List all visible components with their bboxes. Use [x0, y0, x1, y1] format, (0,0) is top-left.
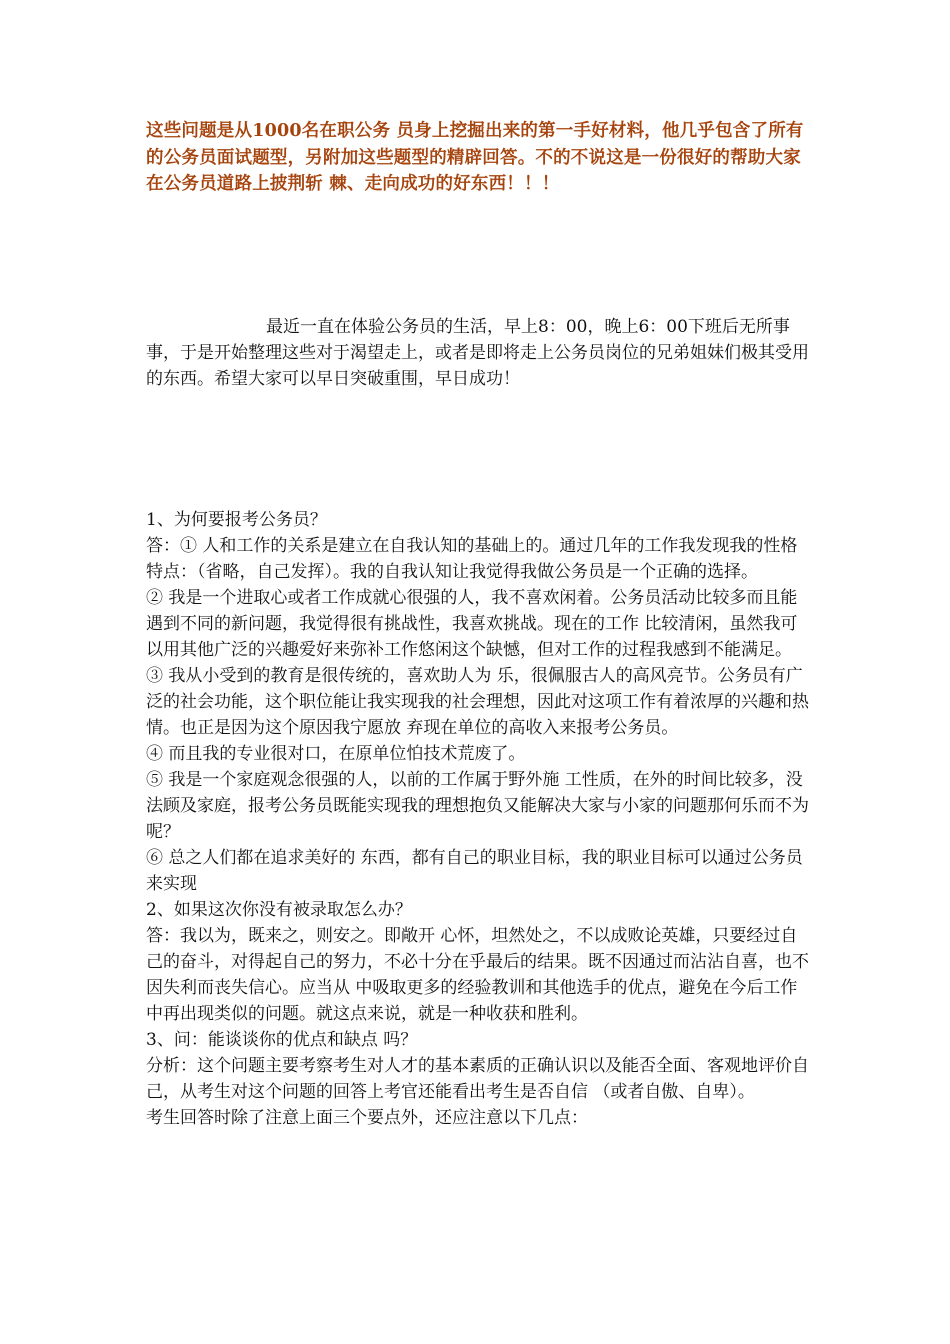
intro-paragraph	[146, 314, 816, 392]
answer-1-point-2: ② 我是一个进取心或者工作成就心很强的人，我不喜欢闲着。公务员活动比较多而且能遇到不同的新问题，我觉得很有挑战性，我喜欢挑战。现在的工作 比较清闲，虽然我可以用其他广泛的兴趣爱好来弥补工作悠闲这个缺憾，但对工作的过程我感到不能满足。	[146, 588, 798, 660]
answer-1-point-6: ⑥ 总之人们都在追求美好的 东西，都有自己的职业目标，我的职业目标可以通过公务员来实现	[146, 848, 803, 894]
qa-content	[146, 507, 812, 1131]
analysis-3: 分析：这个问题主要考察考生对人才的基本素质的正确认识以及能否全面、客观地评价自己，从考生对这个问题的回答上考官还能看出考生是否自信 （或者自傲、自卑）。	[146, 1056, 809, 1102]
intro-headline: 这些问题是从1000名在职公务 员身上挖掘出来的第一手好材料，他几乎包含了所有的公务员面试题型，另附加这些题型的精辟回答。不的不说这是一份很好的帮助大家在公务员道路上披荆斩 棘、走向成功的好东西！！！	[146, 121, 804, 194]
answer-1-point-3: ③ 我从小受到的教育是很传统的，喜欢助人为 乐，很佩服古人的高风亮节。公务员有广泛的社会功能，这个职位能让我实现我的社会理想，因此对这项工作有着浓厚的兴趣和热情。也正是因为这个原因我宁愿放 弃现在单位的高收入来报考公务员。	[146, 666, 809, 738]
answer-1-point-1: 答：① 人和工作的关系是建立在自我认知的基础上的。通过几年的工作我发现我的性格特点：（省略，自己发挥）。我的自我认知让我觉得我做公务员是一个正确的选择。	[146, 536, 798, 582]
intro-text: 最近一直在体验公务员的生活，早上8：00，晚上6：00下班后无所事事，于是开始整理这些对于渴望走上，或者是即将走上公务员岗位的兄弟姐妹们极其受用 的东西。希望大家可以早日突破重围，早日成功！	[146, 317, 809, 389]
answer-1-point-5: ⑤ 我是一个家庭观念很强的人，以前的工作属于野外施 工性质，在外的时间比较多，没法顾及家庭，报考公务员既能实现我的理想抱负又能解决大家与小家的问题那何乐而不为呢？	[146, 770, 809, 842]
answer-2: 答：我以为，既来之，则安之。即敞开 心怀，坦然处之，不以成败论英雄，只要经过自己的奋斗，对得起自己的努力，不必十分在乎最后的结果。既不因通过而沾沾自喜，也不因失利而丧失信心。应当从 中吸取更多的经验教训和其他选手的优点，避免在今后工作中再出现类似的问题。就这点来说，就是一种收获和胜利。	[146, 926, 809, 1024]
answer-1-point-4: ④ 而且我的专业很对口，在原单位怕技术荒废了。	[146, 744, 526, 764]
question-3-heading: 3、问：能谈谈你的优点和缺点 吗？	[146, 1030, 418, 1050]
question-1-heading: 1、为何要报考公务员？	[146, 510, 327, 530]
question-2-heading: 2、如果这次你没有被录取怎么办？	[146, 900, 412, 920]
answer-3-intro: 考生回答时除了注意上面三个要点外，还应注意以下几点：	[146, 1108, 588, 1128]
